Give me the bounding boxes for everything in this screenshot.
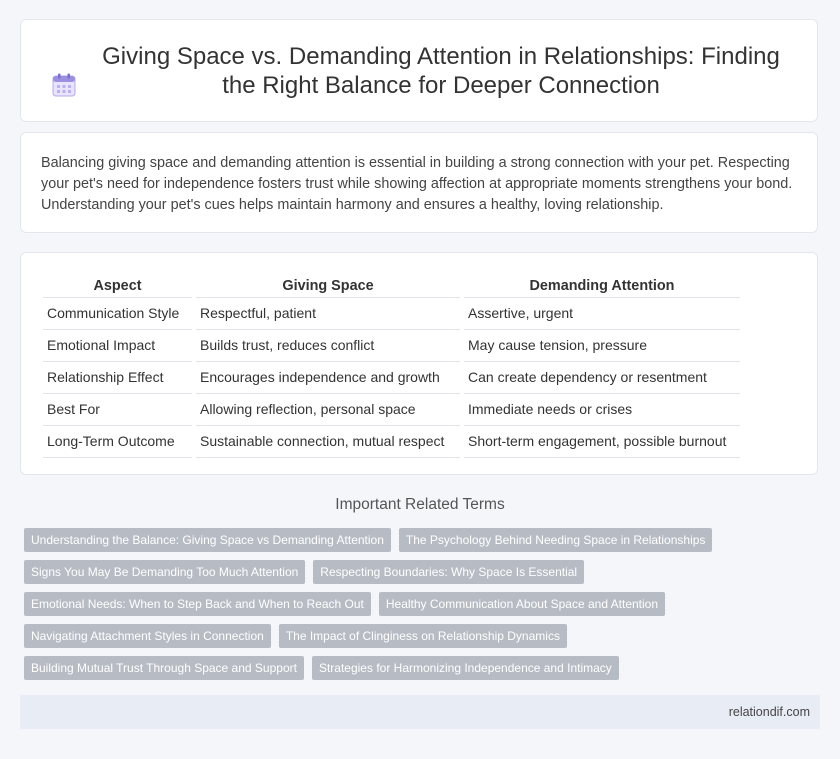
intro-card	[20, 132, 818, 233]
related-term-link[interactable]: Building Mutual Trust Through Space and Support	[24, 656, 304, 680]
table-cell: Encourages independence and growth	[196, 361, 460, 393]
table-row	[43, 393, 740, 425]
calendar-icon	[51, 72, 77, 98]
table-header-row	[43, 271, 740, 297]
related-term-link[interactable]: Emotional Needs: When to Step Back and When to Reach Out	[24, 592, 371, 616]
related-term-link[interactable]: The Psychology Behind Needing Space in Relationships	[399, 528, 713, 552]
related-terms-list	[24, 528, 804, 688]
header-card	[20, 19, 818, 122]
related-term-link[interactable]: Strategies for Harmonizing Independence and Intimacy	[312, 656, 619, 680]
table-cell: Short-term engagement, possible burnout	[464, 425, 740, 458]
related-terms-title: Important Related Terms	[335, 496, 505, 513]
comparison-table-card	[20, 252, 818, 475]
table-cell: Assertive, urgent	[464, 297, 740, 329]
table-cell: Emotional Impact	[43, 329, 192, 361]
column-header-aspect: Aspect	[93, 278, 142, 294]
footer	[20, 695, 820, 729]
table-cell: Communication Style	[43, 297, 192, 329]
column-header-demanding-attention: Demanding Attention	[529, 278, 675, 294]
table-cell: Relationship Effect	[43, 361, 192, 393]
column-header-giving-space: Giving Space	[282, 278, 374, 294]
table-cell: Allowing reflection, personal space	[196, 393, 460, 425]
related-term-link[interactable]: Signs You May Be Demanding Too Much Attention	[24, 560, 305, 584]
table-cell: Respectful, patient	[196, 297, 460, 329]
table-row	[43, 329, 740, 361]
table-row	[43, 361, 740, 393]
intro-text: Balancing giving space and demanding attention is essential in building a strong connection with your pet. Respecting your pet's need for independence fosters trust while showing affection at appropriate moments strengthens your bond. Understanding your pet's cues helps maintain harmony and ensures a healthy, loving relationship.	[41, 155, 793, 213]
table-cell: Long-Term Outcome	[43, 425, 192, 458]
table-cell: May cause tension, pressure	[464, 329, 740, 361]
table-row	[43, 297, 740, 329]
related-term-link[interactable]: Respecting Boundaries: Why Space Is Essential	[313, 560, 584, 584]
page-title: Giving Space vs. Demanding Attention in Relationships: Finding the Right Balance for Deeper Connection	[102, 42, 780, 99]
table-row	[43, 425, 740, 458]
footer-site-link[interactable]: relationdif.com	[728, 705, 810, 719]
related-term-link[interactable]: Understanding the Balance: Giving Space vs Demanding Attention	[24, 528, 391, 552]
table-cell: Can create dependency or resentment	[464, 361, 740, 393]
related-term-link[interactable]: Navigating Attachment Styles in Connection	[24, 624, 271, 648]
table-cell: Immediate needs or crises	[464, 393, 740, 425]
related-term-link[interactable]: Healthy Communication About Space and Attention	[379, 592, 665, 616]
table-cell: Sustainable connection, mutual respect	[196, 425, 460, 458]
table-cell: Best For	[43, 393, 192, 425]
related-term-link[interactable]: The Impact of Clinginess on Relationship Dynamics	[279, 624, 567, 648]
comparison-table	[39, 271, 744, 458]
table-cell: Builds trust, reduces conflict	[196, 329, 460, 361]
